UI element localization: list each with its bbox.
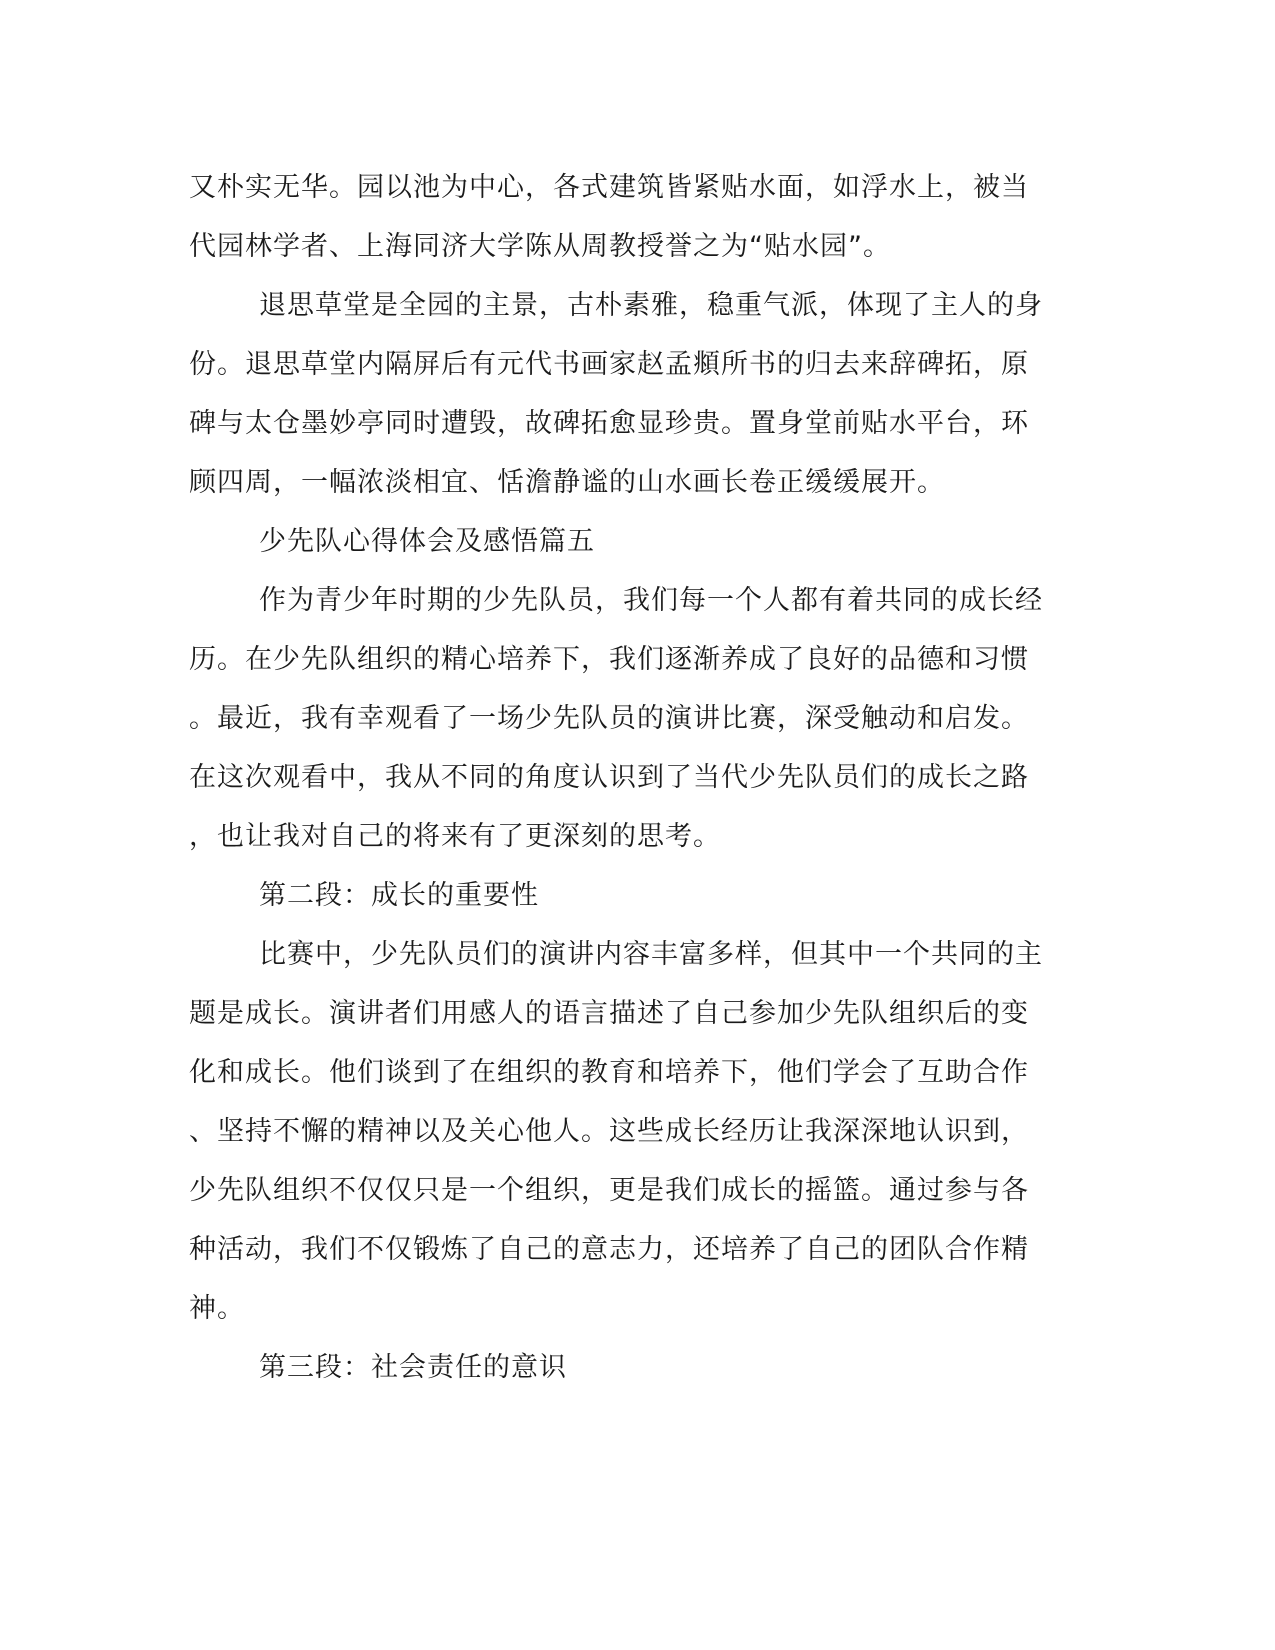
paragraph-line: 历。在少先队组织的精心培养下，我们逐渐养成了良好的品德和习惯: [189, 644, 1029, 675]
paragraph-line: 顾四周，一幅浓淡相宜、恬澹静谧的山水画长卷正缓缓展开。: [189, 467, 945, 498]
paragraph-line: 化和成长。他们谈到了在组织的教育和培养下，他们学会了互助合作: [189, 1057, 1029, 1088]
paragraph-line: 份。退思草堂内隔屏后有元代书画家赵孟頫所书的归去来辞碑拓，原: [189, 349, 1029, 380]
paragraph-line: 在这次观看中，我从不同的角度认识到了当代少先队员们的成长之路: [189, 762, 1029, 793]
paragraph-line: 、坚持不懈的精神以及关心他人。这些成长经历让我深深地认识到，: [189, 1116, 1029, 1147]
paragraph-line: 少先队组织不仅仅只是一个组织，更是我们成长的摇篮。通过参与各: [189, 1175, 1029, 1206]
paragraph-line: 又朴实无华。园以池为中心，各式建筑皆紧贴水面，如浮水上，被当: [189, 172, 1029, 203]
paragraph-line: 作为青少年时期的少先队员，我们每一个人都有着共同的成长经: [259, 585, 1043, 616]
paragraph-line: 种活动，我们不仅锻炼了自己的意志力，还培养了自己的团队合作精: [189, 1234, 1029, 1265]
document-body: [189, 158, 1089, 1397]
paragraph-line: 退思草堂是全园的主景，古朴素雅，稳重气派，体现了主人的身: [259, 290, 1043, 321]
paragraph-line: 。最近，我有幸观看了一场少先队员的演讲比赛，深受触动和启发。: [189, 703, 1029, 734]
paragraph-line: 碑与太仓墨妙亭同时遭毁，故碑拓愈显珍贵。置身堂前贴水平台，环: [189, 408, 1029, 439]
paragraph-line: ，也让我对自己的将来有了更深刻的思考。: [189, 821, 721, 852]
paragraph-line: 代园林学者、上海同济大学陈从周教授誉之为“贴水园”。: [189, 231, 891, 262]
section-heading: 第三段：社会责任的意识: [259, 1352, 567, 1383]
paragraph-line: 题是成长。演讲者们用感人的语言描述了自己参加少先队组织后的变: [189, 998, 1029, 1029]
section-heading: 少先队心得体会及感悟篇五: [259, 526, 595, 557]
section-heading: 第二段：成长的重要性: [259, 880, 539, 911]
paragraph-line: 比赛中，少先队员们的演讲内容丰富多样，但其中一个共同的主: [259, 939, 1043, 970]
paragraph-line: 神。: [189, 1293, 245, 1324]
